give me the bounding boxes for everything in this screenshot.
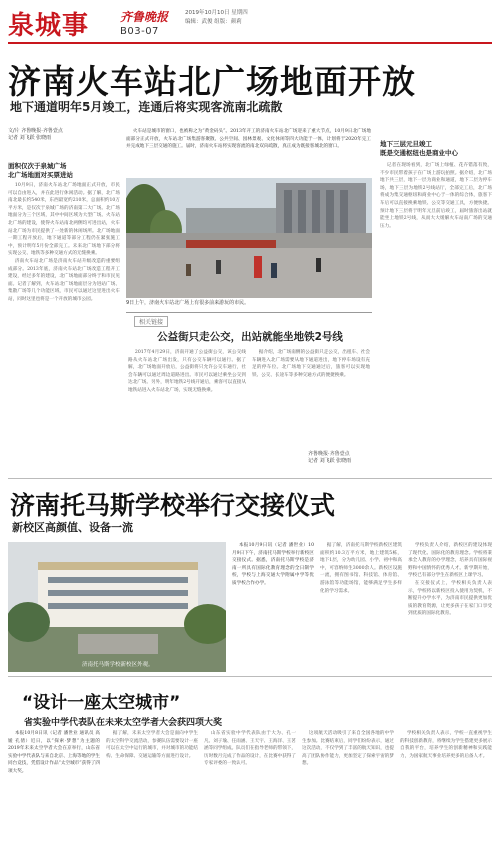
article2-col3-text: 在交接仪式上，学校相关负责人表示，学校将以新校区投入使用为契机，不断提升办学水平，为济南市民提供更加优质的教育资源，让更多孩子在家门口享受到优质的国际化教育。 bbox=[408, 580, 492, 617]
article2-col2-text: 学校负责人介绍，新校区的建设体现了现代化、国际化的教育理念。学校将秉承全人教育的办学理念，培养具有国际视野和中国情怀的优秀人才。新学期开始，学校已有部分学生在新校区上课学习。 bbox=[408, 543, 492, 579]
article1-bottom-rule bbox=[8, 478, 492, 479]
article1-subhead: 地下通道明年5月竣工，连通后将实现客流南北疏散 bbox=[10, 100, 283, 114]
related-column-b bbox=[252, 349, 370, 449]
related-link-box bbox=[126, 312, 372, 473]
article1-col1-text: 10月9日，济南火车站北广场地面正式开放，市民可以自由进入，并在此进行休闲活动。据了解，北广场南北最长约540米，东西最宽约210米，总面积约10万平方米，是仅次于泉城广场的济南第二大广场。北广场地面分为三个区域，其中中间区域为大型广场。火车站北广场的建设，使得火车站南北两侧均可进出站，火车站北广场为市民提供了一处新的休闲场所。北广场地面一期工程开放后，地下通道等部分工程仍在紧张施工中，预计明年5月份全部完工。未来北广场地下部分将实现公交、地铁等多种交通方式的无缝换乘。 bbox=[8, 183, 120, 257]
station-square-illustration bbox=[126, 178, 372, 298]
article3-col1-text: 本报10月8日讯（记者 潘世业 通讯员 高媛 孔倩）近日，以“探索·梦想”为主题的2019年未来太空学者大会在京举行，山东省实验中学代表队与来自北京、上海等地的学生同台竞技，凭借设计作品“太空城市”获得了四项大奖。 bbox=[8, 731, 100, 774]
school-photo-caption: 济南托马斯学校新校区外观。 bbox=[82, 662, 154, 668]
article2-lead bbox=[232, 542, 314, 672]
article1-lead-text: 火车站是城市的窗口，也被称之为“黄金码头”。2013年开工的济南火车站北广场迎来了重大节点，10月9日北广场地面部分正式开放，火车站北广场集游客聚散、公共空间、园林景观、文化休闲等四大功能于一体，计划将于2020年完工并完成地下三层交通的施工。届时，济南火车站将实现客流的南北双向疏散，真正成为既接客城北的窗口。 bbox=[126, 129, 371, 150]
date-line: 2019年10月10日 星期四 bbox=[185, 10, 248, 16]
article2-column-2 bbox=[408, 542, 492, 672]
article1-col3-text: 记者在现场看到，北广场上绿植、花卉错落有致，不少市民带着孩子在广场上游玩拍照。据介绍，北广场地下共三层，地下一层为商业和通道，地下二层为停车场，地下三层为地铁2号线站厅，全部完工后，北广场将成为集交通枢纽和商业中心于一体的综合体，旅客下车后可以直接换乘地铁、公交等交通工具，方便快捷。预计地下三层将于明年元旦前后竣工，届时旅客出站就能坐上地铁2号线，从而大大缓解火车站南广场的交通压力。 bbox=[380, 163, 492, 229]
page-number: B03-07 bbox=[120, 26, 159, 37]
related-credit: 齐鲁晚报·齐鲁壹点 记者 刘飞跃 张晓雨 bbox=[308, 451, 352, 464]
station-photo-caption: 9日上午，济南火车站北广场上有很多前来游玩的市民。 bbox=[126, 300, 250, 306]
article3-subhead: 省实验中学代表队在未来太空学者大会获四项大奖 bbox=[24, 718, 223, 728]
newspaper-logo: 齐鲁晚报 bbox=[120, 10, 169, 24]
article3-column-2 bbox=[106, 730, 198, 852]
article3-col4-text: 这项航天活动吸引了来自全国各地的中学生参加。比赛结束后，同学们纷纷表示，通过这次活动，不仅学到了丰富的航天知识，也提高了团队协作能力，更加坚定了探索宇宙的梦想。 bbox=[302, 731, 394, 767]
article3-column-5 bbox=[400, 730, 492, 852]
article1-byline: 文/片 齐鲁晚报·齐鲁壹点 记者 刘飞跃 张晓雨 bbox=[8, 128, 63, 141]
article2-column-1 bbox=[320, 542, 402, 672]
related-link-label: 相关链接 bbox=[134, 316, 168, 327]
article3-col3-text: 山东省实验中学代表队由于大为、孔一凡、刘子瑜、任雨涵、王天宇、王海洋、王茗涵等同学组成。队员们在指导老师的带领下，历时数月完成了作品的设计，在比赛中获得了专家评委的一致认可。 bbox=[204, 731, 296, 767]
article3-col5-text: 学校相关负责人表示，学校一直重视学生的科技创新教育，将继续为学生搭建更多展示自我的平台，培养学生的创新精神和实践能力，为国家航天事业培养更多的后备人才。 bbox=[400, 731, 492, 759]
article2-subhead: 新校区高颜值、设备一流 bbox=[12, 521, 133, 534]
article3-column-4 bbox=[302, 730, 394, 852]
section-title: 泉城事 bbox=[8, 11, 90, 41]
article1-headline: 济南火车站北广场地面开放 bbox=[8, 62, 416, 101]
article3-headline: “设计一座太空城市” bbox=[22, 693, 181, 713]
related-col-b-text: 据介绍，北广场南侧的公益街只走公交，出租车、社会车辆进入北广场需要从地下通道进出，地下停车场设有充足的停车位。北广场地下交通通过后，旅客可以实现地铁、公交、长途车等多种交通方式的便捷换乘。 bbox=[252, 350, 370, 378]
article3-col2-text: 据了解，未来太空学者大会是面向中学生的太空科学交流活动，参赛队伍需要设计一座可以在太空中运行的城市，并对城市的功能结构、生命保障、交通运输等方面进行设计。 bbox=[106, 731, 198, 759]
article1-right-head: 地下三层元旦竣工 既是交通枢纽也是商业中心 bbox=[380, 140, 458, 157]
article2-headline: 济南托马斯学校举行交接仪式 bbox=[10, 491, 336, 520]
article3-column-3 bbox=[204, 730, 296, 852]
editor-line: 编辑：武俊 组版：颜莉 bbox=[185, 19, 242, 25]
article1-col2-text: 济南火车站北广场是济南火车站升级改造的重要组成部分。2013年底，济南火车站北广场改造工程开工建设，经过多年的建设，北广场地面部分终于和市民见面。记者了解到，火车站北广场地面层分为进站广场、集散广场等几个功能区域，市民可以通过这里进出火车站，同时这里也将是一个开放的城市公园。 bbox=[8, 258, 120, 302]
related-column-a bbox=[128, 349, 246, 467]
header-rule bbox=[8, 42, 492, 44]
article1-column-1 bbox=[8, 182, 120, 474]
school-campus-photo bbox=[8, 542, 226, 672]
related-col-a-text: 2017年4月29日，济南开通了公益街公交，该公交线路从火车站北广场出发，只有公交车辆可以通行。据了解，北广场地面开放后，公益街将只允许公交车通行，社会车辆可以通过周边道路进出。市民可以通过乘坐公交到达北广场。另外，明年地铁2号线开通后，乘客可以直接从地铁站进入火车站北广场，实现无缝换乘。 bbox=[128, 350, 246, 393]
article1-section-head: 面积仅次于泉城广场 北广场地面对买票进站 bbox=[8, 162, 73, 179]
article2-bottom-rule bbox=[8, 676, 492, 677]
school-campus-illustration bbox=[8, 542, 226, 672]
article1-lead bbox=[126, 128, 371, 178]
station-square-photo bbox=[126, 178, 372, 298]
article2-lead-text: 本报10月9日讯（记者 潘世业）10月9日下午，济南托马斯学校举行新校区交接仪式。据悉，济南托马斯学校是济南一所具有国际化教育理念的全日制学校，学校与上海交通大学附属中学等优质学校合作办学。 bbox=[232, 543, 314, 586]
article2-col1-text: 据了解，济南托马斯学校新校区建筑面积约10.3万平方米，地上建筑5栋，地下1层，分为幼儿园、小学、初中和高中，可容纳师生3000余人。新校区设施一流，拥有图书馆、科技馆、体育馆、游泳馆等功能场馆，能够满足学生多样化的学习需求。 bbox=[320, 543, 402, 594]
article1-right-column bbox=[380, 162, 492, 474]
related-link-headline: 公益街只走公交，出站就能坐地铁2号线 bbox=[157, 331, 343, 343]
article3-column-1 bbox=[8, 730, 100, 852]
